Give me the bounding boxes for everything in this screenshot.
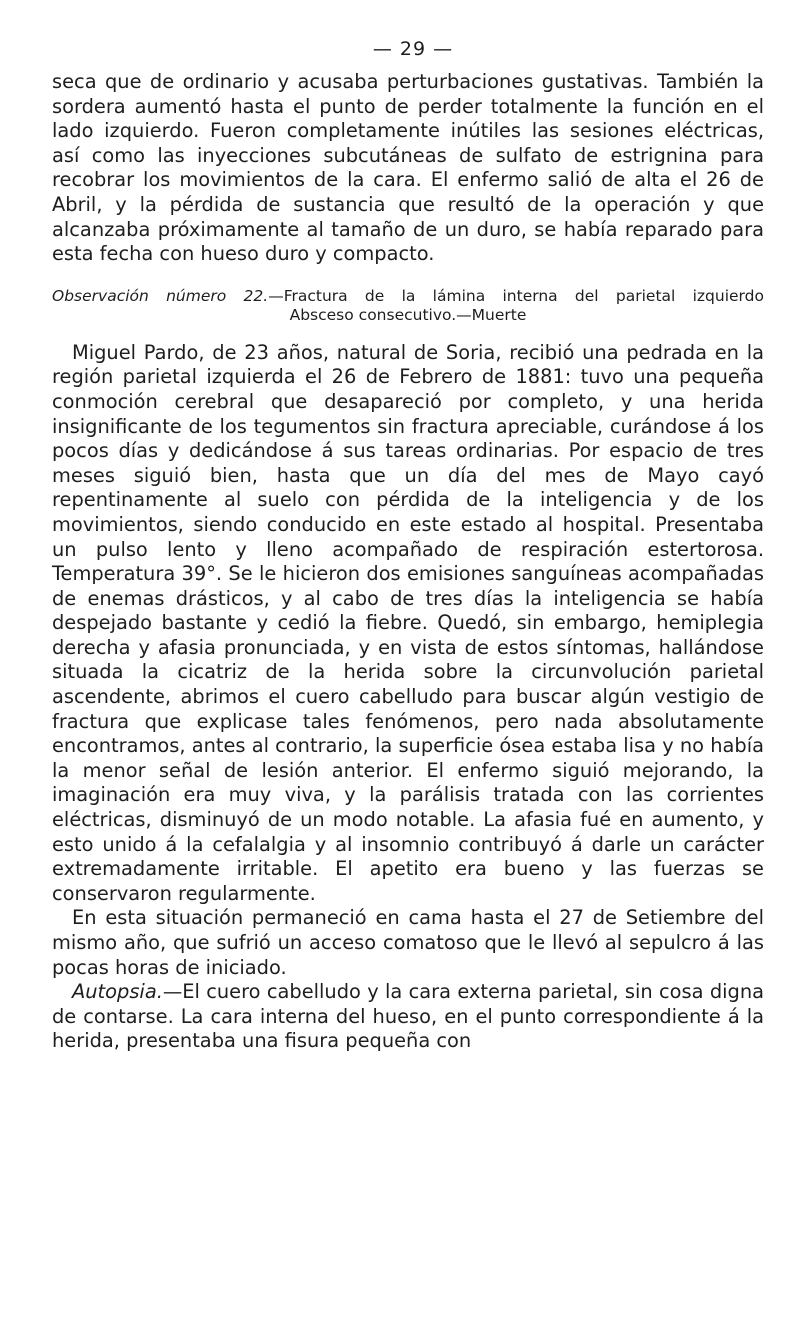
page-number: — 29 — xyxy=(372,38,454,60)
heading-subtitle: Absceso consecutivo.—Muerte xyxy=(289,306,527,325)
paragraph-case-history: Miguel Pardo, de 23 años, natural de Soria, recibió una pedrada en la región parietal izquierda el 26 de Febrero de 1881: tuvo una pequeña conmoción cerebral que desapareció por completo, y una herida insignificante de los tegumentos sin fractura apreciable, curándose á los pocos días y dedicándose á sus tareas ordinarias. Por espacio de tres meses siguió bien, hasta que un día del mes de Mayo cayó repentinamente al suelo con pérdida de la inteligencia y de los movimientos, siendo conducido en este estado al hospital. Presentaba un pulso lento y lleno acompañado de respiración estertorosa. Temperatura 39°. Se le hicieron dos emisiones sanguíneas acompañadas de enemas drásticos, y al cabo de tres días la inteligencia se había despejado bastante y cedió la fiebre. Quedó, sin embargo, hemiplegia derecha y afasia pronunciada, y en vista de estos síntomas, hallándose situada la cicatriz de la herida sobre la circunvolución parietal ascendente, abrimos el cuero cabelludo para buscar algún vestigio de fractura que explicase tales fenómenos, pero nada absolutamente encontramos, antes al contrario, la superficie ósea estaba lisa y no había la menor señal de lesión anterior. El enfermo siguió mejorando, la imaginación era muy viva, y la parálisis tratada con las corrientes eléctricas, disminuyó de un modo notable. La afasia fué en aumento, y esto unido á la cefalalgia y al insomnio contribuyó á darle un carácter extremadamente irritable. El apetito era bueno y las fuerzas se conservaron regularmente. xyxy=(52,340,764,905)
book-page xyxy=(52,38,764,1054)
autopsy-text: —El cuero cabelludo y la cara externa parietal, sin cosa digna de contarse. La cara interna del hueso, en el punto correspondiente á la herida, presentaba una fisura pequeña con xyxy=(52,980,764,1053)
paragraph-continuation: seca que de ordinario y acusaba perturbaciones gustativas. También la sordera aumentó hasta el punto de perder totalmente la función en el lado izquierdo. Fueron completamente inútiles las sesiones eléctricas, así como las inyecciones subcutáneas de sulfato de estrignina para recobrar los movimientos de la cara. El enfermo salió de alta el 26 de Abril, y la pérdida de sustancia que resultó de la operación y que alcanzaba próximamente al tamaño de un duro, se había reparado para esta fecha con hueso duro y compacto. xyxy=(52,70,764,266)
heading-title: —Fractura de la lámina interna del parietal izquierdo xyxy=(268,286,764,305)
heading-line-1 xyxy=(52,287,764,307)
autopsy-label: Autopsia. xyxy=(72,980,163,1004)
section-heading xyxy=(52,287,764,326)
paragraph-autopsy xyxy=(52,980,764,1054)
paragraph-outcome: En esta situación permaneció en cama hasta el 27 de Setiembre del mismo año, que sufrió un acceso comatoso que le llevó al sepulcro á las pocas horas de iniciado. xyxy=(52,906,764,979)
heading-label: Observación número 22. xyxy=(52,286,269,305)
